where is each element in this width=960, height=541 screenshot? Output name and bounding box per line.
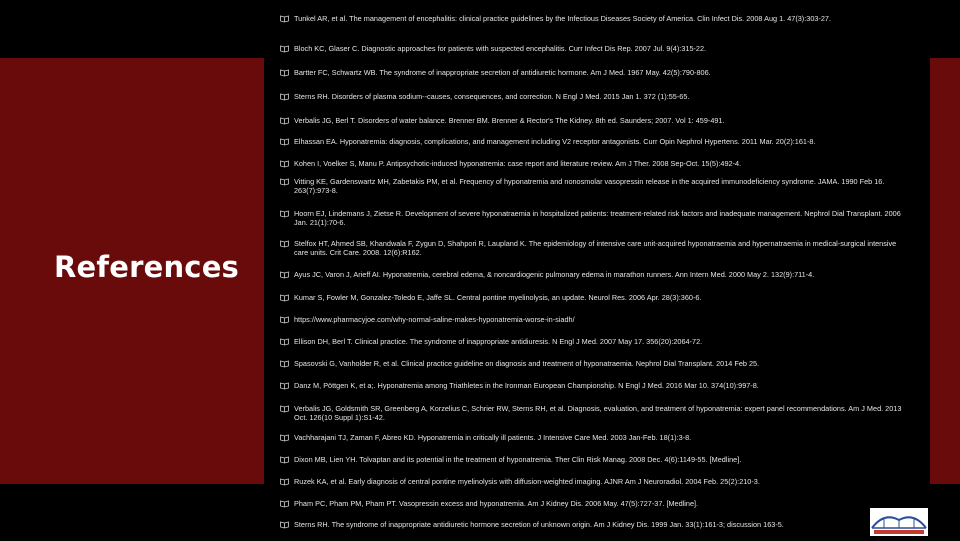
reference-item: [280, 455, 904, 464]
reference-item: [280, 293, 904, 302]
reference-item: [280, 68, 904, 77]
book-icon: [280, 239, 289, 248]
book-icon: [280, 116, 289, 125]
book-icon: [280, 477, 289, 486]
book-icon: [280, 359, 289, 368]
reference-item: [280, 477, 904, 486]
reference-item: [280, 116, 904, 125]
reference-text: Sterns RH. The syndrome of inappropriate antidiuretic hormone secretion of unknown origin. Am J Kidney Dis. 1999 Jan. 33(1):161-3; discussion 163-5.: [294, 520, 784, 529]
reference-text: Ayus JC, Varon J, Arieff AI. Hyponatremia, cerebral edema, & noncardiogenic pulmonary edema in marathon runners. Ann Intern Med. 2000 May 2. 132(9):711-4.: [294, 270, 815, 279]
reference-item: [280, 404, 904, 422]
logo-icon: [870, 508, 928, 536]
reference-item: [280, 270, 904, 279]
reference-text: Tunkel AR, et al. The management of encephalitis: clinical practice guidelines by the Infectious Diseases Society of America. Clin Infect Dis. 2008 Aug 1. 47(3):303-27.: [294, 14, 832, 23]
book-icon: [280, 404, 289, 413]
reference-text: Ruzek KA, et al. Early diagnosis of central pontine myelinolysis with diffusion-weighted imaging. AJNR Am J Neuroradiol. 2004 Feb. 25(2):210-3.: [294, 477, 760, 486]
book-icon: [280, 177, 289, 186]
book-icon: [280, 499, 289, 508]
reference-text: Dixon MB, Lien YH. Tolvaptan and its potential in the treatment of hyponatremia. Ther Clin Risk Manag. 2008 Dec. 4(6):1149-55. [Medline].: [294, 455, 742, 464]
reference-item: [280, 92, 904, 101]
reference-item: [280, 337, 904, 346]
reference-item: [280, 209, 904, 227]
reference-text: Danz M, Pöttgen K, et a;. Hyponatremia among Triathletes in the Ironman European Championship. N Engl J Med. 2016 Mar 10. 374(10):997-8.: [294, 381, 759, 390]
reference-text: Verbalis JG, Goldsmith SR, Greenberg A, Korzelius C, Schrier RW, Sterns RH, et al. Diagnosis, evaluation, and treatment of hyponatremia: expert panel recommendations. Am J Med. 2013 Oct. 126(10 Suppl 1):S1-42.: [294, 404, 902, 422]
book-icon: [280, 455, 289, 464]
book-icon: [280, 159, 289, 168]
reference-item: [280, 520, 904, 529]
reference-item: [280, 137, 904, 146]
book-icon: [280, 337, 289, 346]
book-icon: [280, 92, 289, 101]
reference-text: Kohen I, Voelker S, Manu P. Antipsychotic-induced hyponatremia: case report and literature review. Am J Ther. 2008 Sep-Oct. 15(5):492-4.: [294, 159, 742, 168]
book-icon: [280, 137, 289, 146]
book-icon: [280, 270, 289, 279]
book-icon: [280, 209, 289, 218]
reference-text: Bloch KC, Glaser C. Diagnostic approaches for patients with suspected encephalitis. Curr Infect Dis Rep. 2007 Jul. 9(4):315-22.: [294, 44, 707, 53]
book-icon: [280, 381, 289, 390]
reference-text: https://www.pharmacyjoe.com/why-normal-saline-makes-hyponatremia-worse-in-siadh/: [294, 315, 575, 324]
reference-text: Elhassan EA. Hyponatremia: diagnosis, complications, and management including V2 receptor antagonists. Curr Opin Nephrol Hypertens. 2011 Mar. 20(2):161-8.: [294, 137, 816, 146]
reference-item: [280, 44, 904, 53]
right-accent-strip: [930, 58, 960, 484]
reference-item: [280, 14, 904, 23]
book-icon: [280, 293, 289, 302]
book-icon: [280, 520, 289, 529]
reference-text: Kumar S, Fowler M, Gonzalez-Toledo E, Jaffe SL. Central pontine myelinolysis, an update. Neurol Res. 2006 Apr. 28(3):360-6.: [294, 293, 702, 302]
book-icon: [280, 14, 289, 23]
reference-text: Hoorn EJ, Lindemans J, Zietse R. Development of severe hyponatraemia in hospitalized patients: treatment-related risk factors and inadequate management. Nephrol Dial Transplant. 2006 Jan. 21(1):70-6.: [294, 209, 901, 227]
reference-text: Stelfox HT, Ahmed SB, Khandwala F, Zygun D, Shahpori R, Laupland K. The epidemiology of intensive care unit-acquired hyponatraemia and hypernatraemia in medical-surgical intensive care units. Crit Care. 2008. 12(6):R162.: [294, 239, 897, 257]
reference-item: [280, 359, 904, 368]
reference-text: Bartter FC, Schwartz WB. The syndrome of inappropriate secretion of antidiuretic hormone. Am J Med. 1967 May. 42(5):790-806.: [294, 68, 711, 77]
reference-text: Spasovski G, Vanholder R, et al. Clinical practice guideline on diagnosis and treatment of hyponatraemia. Nephrol Dial Transplant. 2014 Feb 25.: [294, 359, 760, 368]
reference-text: Pham PC, Pham PM, Pham PT. Vasopressin excess and hyponatremia. Am J Kidney Dis. 2006 May. 47(5):727-37. [Medline].: [294, 499, 699, 508]
reference-text: Verbalis JG, Berl T. Disorders of water balance. Brenner BM. Brenner & Rector's The Kidney. 8th ed. Saunders; 2007. Vol 1: 459-491.: [294, 116, 725, 125]
reference-item: [280, 177, 904, 195]
reference-item: [280, 499, 904, 508]
book-icon: [280, 315, 289, 324]
slide-title: References: [54, 250, 240, 284]
reference-item: [280, 433, 904, 442]
reference-text: Vitting KE, Gardenswartz MH, Zabetakis PM, et al. Frequency of hyponatremia and nonosmolar vasopressin release in the acquired immunodeficiency syndrome. JAMA. 1990 Feb 16. 263(7):973-8.: [294, 177, 885, 195]
reference-text: Vachharajani TJ, Zaman F, Abreo KD. Hyponatremia in critically ill patients. J Intensive Care Med. 2003 Jan-Feb. 18(1):3-8.: [294, 433, 692, 442]
book-icon: [280, 44, 289, 53]
book-icon: [280, 68, 289, 77]
reference-item: [280, 159, 904, 168]
book-icon: [280, 433, 289, 442]
reference-item: [280, 315, 904, 324]
reference-text: Ellison DH, Berl T. Clinical practice. The syndrome of inappropriate antidiuresis. N Engl J Med. 2007 May 17. 356(20):2064-72.: [294, 337, 703, 346]
reference-item: [280, 381, 904, 390]
reference-text: Sterns RH. Disorders of plasma sodium--causes, consequences, and correction. N Engl J Med. 2015 Jan 1. 372 (1):55-65.: [294, 92, 690, 101]
reference-item: [280, 239, 904, 257]
